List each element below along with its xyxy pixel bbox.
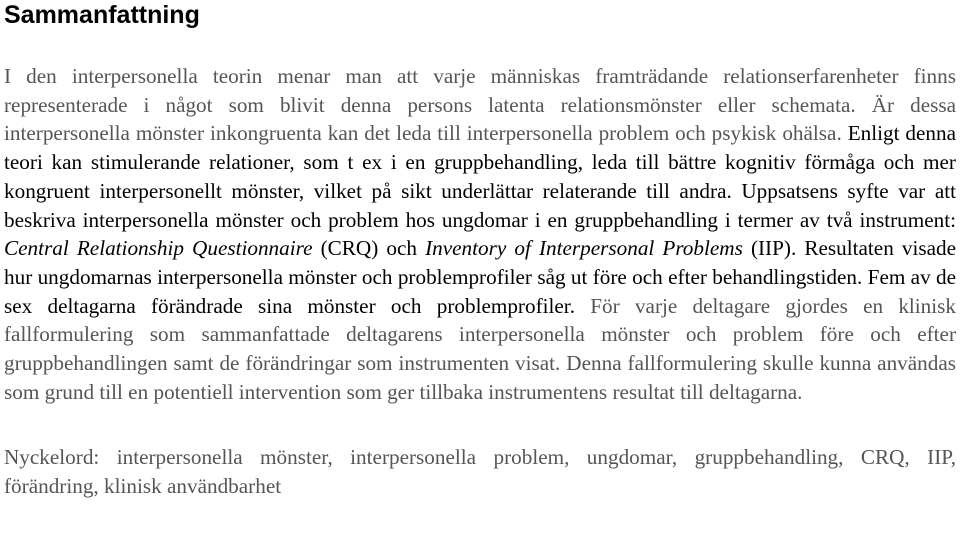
sentence-5: Resultaten visade hur ungdomarnas interpersonella mönster och problemprofiler såg ut före och efter behandlingstiden. xyxy=(4,236,957,289)
sentence-3: Enligt denna teori kan stimulerande relationer, som t ex i en gruppbehandling, leda till bättre kognitiv förmåga och mer kongruent interpersonellt mönster, vilket på sikt underlättar relaterande till andra. xyxy=(4,121,956,203)
instrument-iip-name: Inventory of Interpersonal Problems xyxy=(425,236,743,261)
sentence-7: För varje deltagare gjordes en klinisk fallformulering som sammanfattade deltagarens interpersonella mönster och problem före och efter gruppbehandlingen samt de förändringar som instrumenten visat. xyxy=(4,293,957,376)
section-title: Sammanfattning xyxy=(4,1,200,29)
sentence-4: Uppsatsens syfte var att beskriva interpersonella mönster och problem hos ungdomar i en gruppbehandling i termer av två instrument: xyxy=(4,178,956,232)
sentence-8: Denna fallformulering skulle kunna användas som grund till en potentiell intervention som ger tillbaka instrumentens resultat till deltagarna. xyxy=(4,351,956,404)
instrument-crq-name: Central Relationship Questionnaire xyxy=(4,236,313,261)
sentence-6: Fem av de sex deltagarna förändrade sina mönster och problemprofiler. xyxy=(4,264,957,318)
instrument-crq-abbr: (CRQ) och xyxy=(320,236,417,261)
sentence-2: Är dessa interpersonella mönster inkongruenta kan det leda till interpersonella problem och psykisk ohälsa. xyxy=(4,92,957,146)
abstract-paragraph xyxy=(4,62,956,406)
instrument-iip-abbr: (IIP). xyxy=(750,236,797,261)
keywords-paragraph: Nyckelord: interpersonella mönster, interpersonella problem, ungdomar, gruppbehandling, CRQ, IIP, förändring, klinisk användbarhet xyxy=(4,445,956,499)
sentence-1: I den interpersonella teorin menar man att varje människas framträdande relationserfarenheter finns representerade i något som blivit denna persons latenta relationsmönster eller schemata. xyxy=(4,64,956,117)
